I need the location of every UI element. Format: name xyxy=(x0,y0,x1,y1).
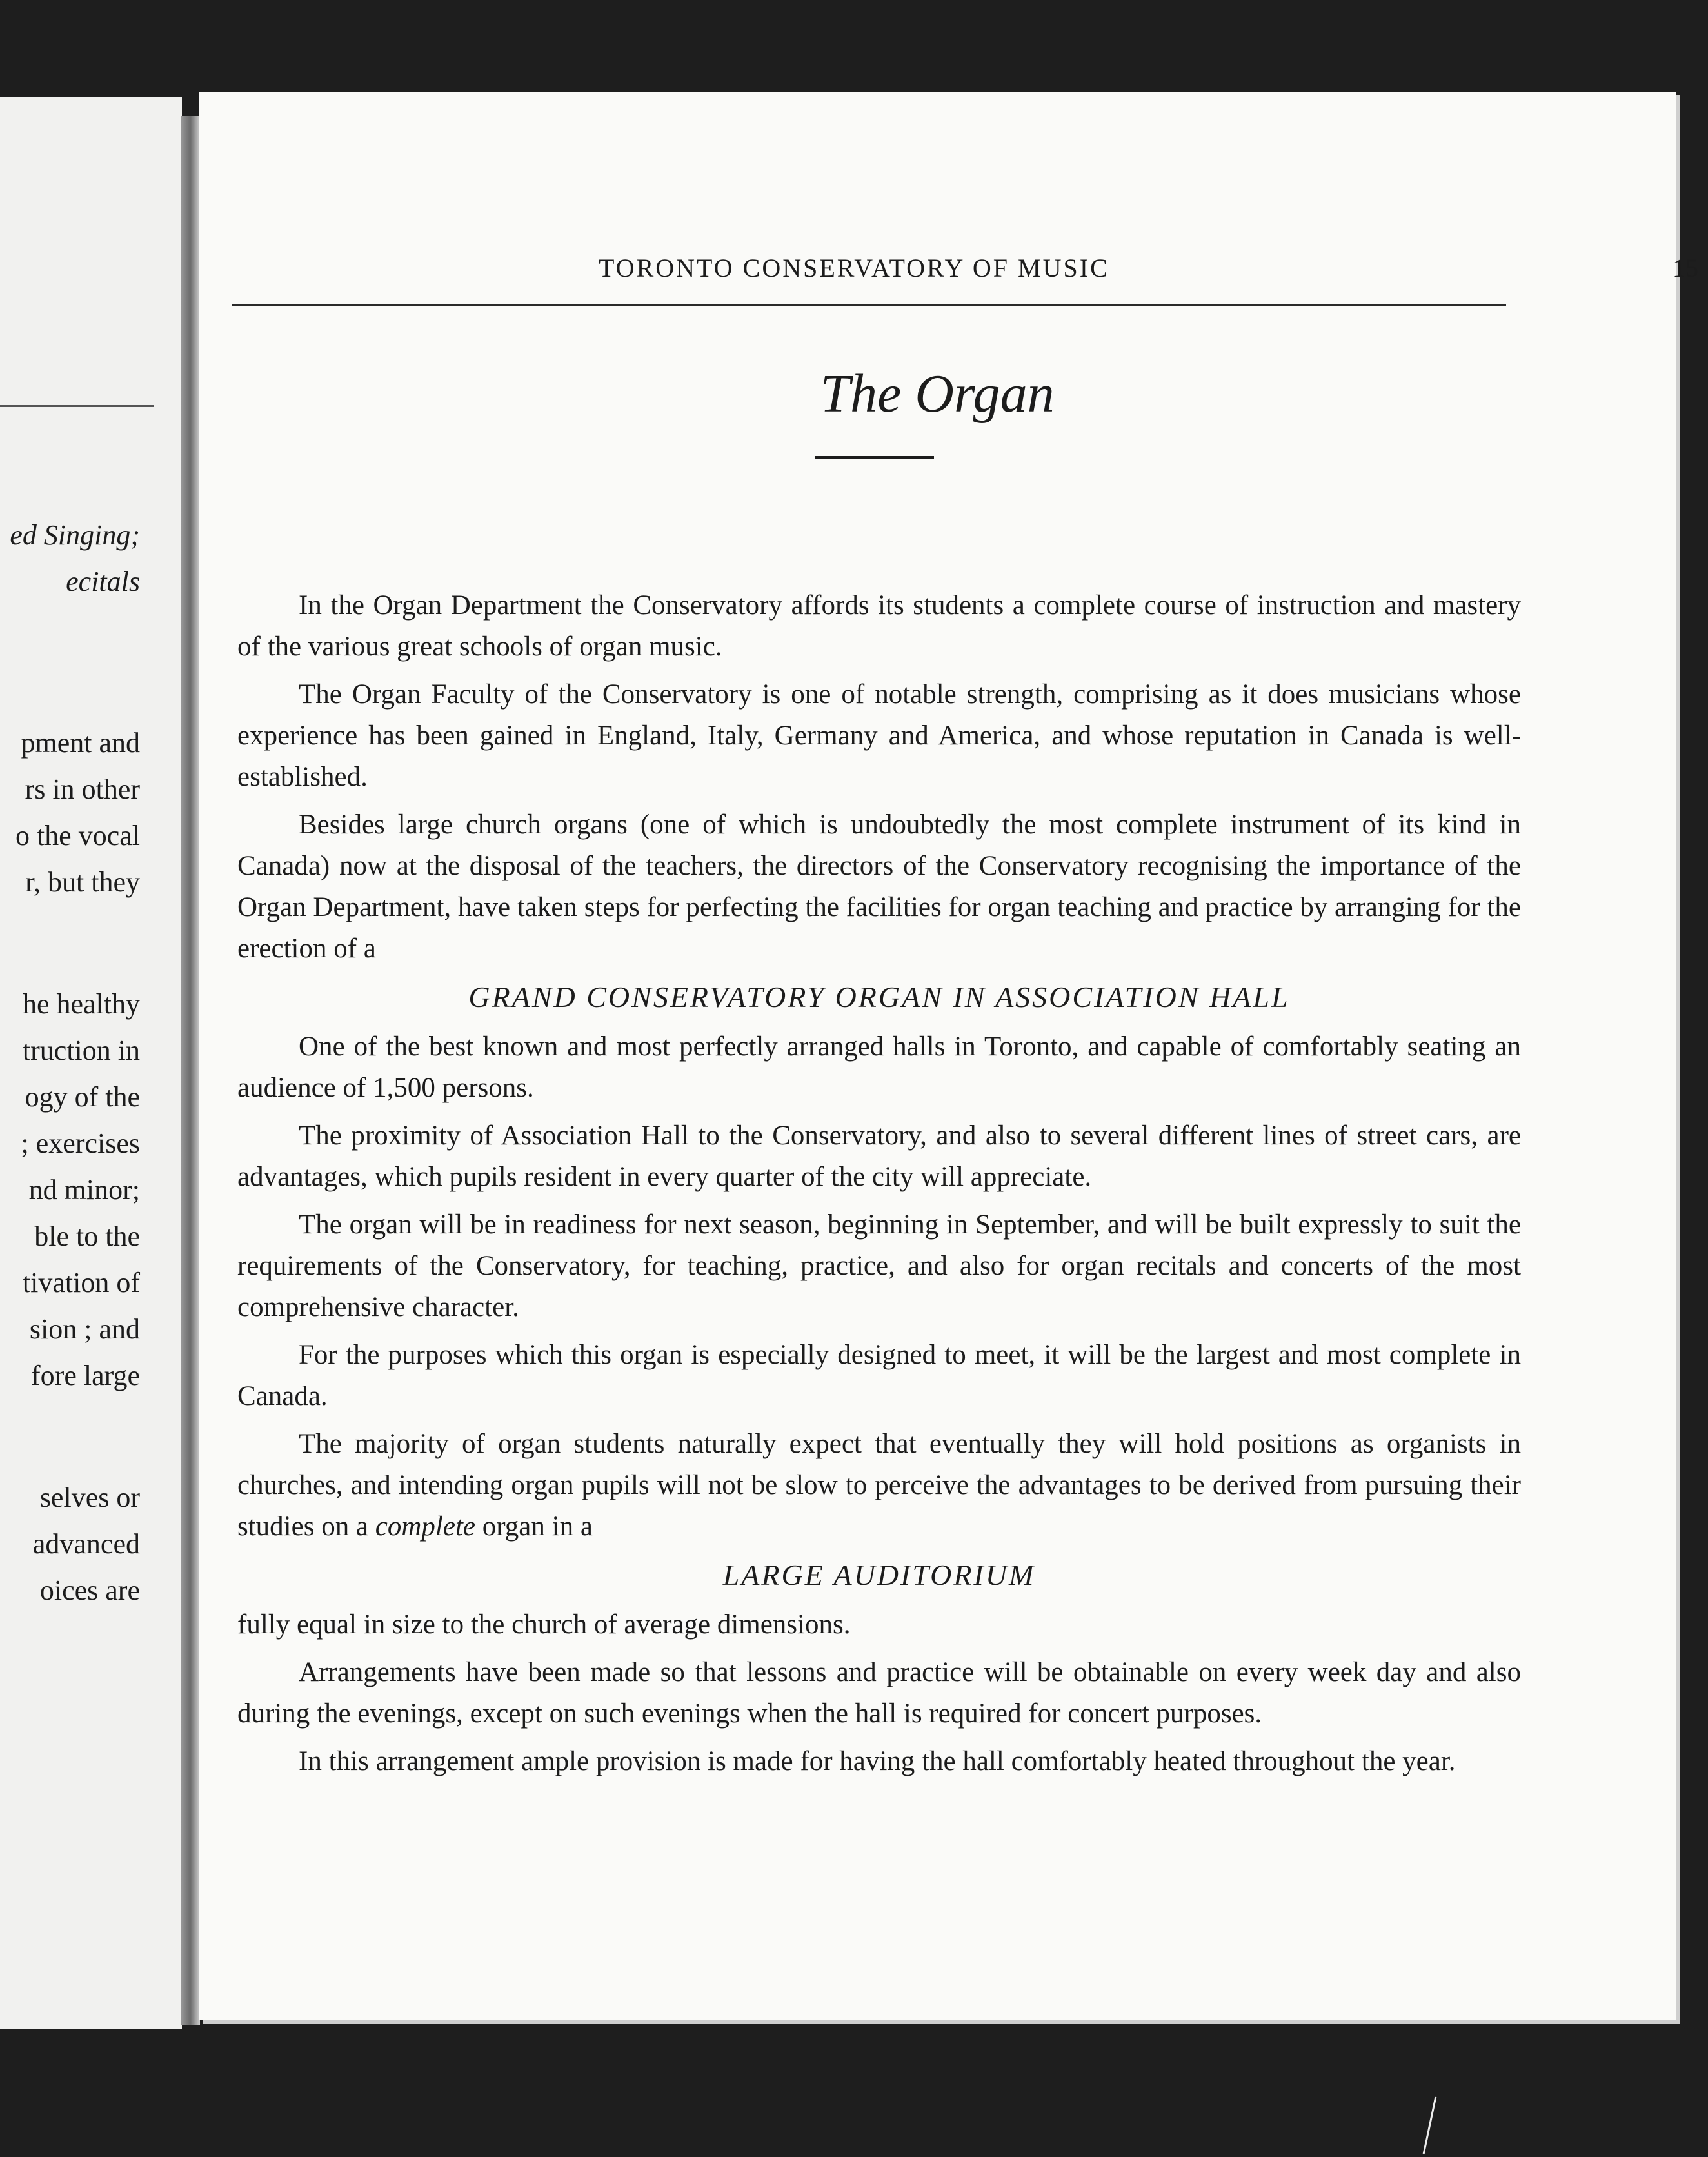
paragraph: Besides large church organs (one of which is undoubtedly the most complete instrument of its kind in Canada) now at the disposal of the teachers, the directors of the Conservatory recognising the importance of the Organ Department, have taken steps for perfecting the facilities for organ teaching and practice by arranging for the erection of a xyxy=(237,810,1521,964)
left-page-fragment: ; exercises xyxy=(21,1128,140,1159)
paragraph-text: The majority of organ students naturally expect that eventually they will hold positions as organists in churches, and intending organ pupils will not be slow to perceive the advantages to be derived from pursuing their studies on a xyxy=(237,1429,1521,1542)
left-page-fragment: fore large xyxy=(31,1360,140,1391)
left-page-fragment: r, but they xyxy=(25,866,140,898)
book-gutter xyxy=(181,116,200,2025)
paragraph: One of the best known and most perfectly arranged halls in Toronto, and capable of comfortably seating an audience of 1,500 persons. xyxy=(237,1031,1521,1103)
left-page-fragment: selves or xyxy=(39,1482,140,1513)
left-page-fragment: he healthy xyxy=(22,988,140,1020)
emphasis: complete xyxy=(375,1511,475,1542)
left-page-fragment: oices are xyxy=(39,1575,140,1606)
header-rule xyxy=(232,304,1506,306)
paragraph-text: organ in a xyxy=(475,1511,593,1542)
left-page-fragment: pment and xyxy=(21,727,140,759)
left-page-fragment: tivation of xyxy=(22,1267,140,1298)
left-page-fragment: ed Singing; xyxy=(10,519,140,551)
page-number: 15 xyxy=(1673,253,1698,283)
section-heading: GRAND CONSERVATORY ORGAN IN ASSOCIATION HALL xyxy=(468,980,1290,1013)
paragraph xyxy=(237,1424,1521,1547)
right-page xyxy=(199,92,1698,2020)
paragraph: The organ will be in readiness for next season, beginning in September, and will be built expressly to suit the requirements of the Conservatory, for teaching, practice, and also for organ recitals and concerts of the most comprehensive character. xyxy=(237,1209,1521,1322)
left-page-fragment: ecitals xyxy=(66,566,140,597)
left-page-fragment: advanced xyxy=(32,1528,140,1560)
left-page-fragment: sion ; and xyxy=(29,1313,140,1345)
left-page-fragment: rs in other xyxy=(25,773,140,805)
left-page-header-rule xyxy=(0,405,154,407)
paragraph: For the purposes which this organ is especially designed to meet, it will be the largest and most complete in Canada. xyxy=(237,1340,1521,1411)
left-page-fragment: ble to the xyxy=(34,1220,140,1252)
article-body xyxy=(237,585,1521,1789)
running-title: TORONTO CONSERVATORY OF MUSIC xyxy=(599,253,1109,283)
paragraph: The Organ Faculty of the Conservatory is one of notable strength, comprising as it does musicians whose experience has been gained in England, Italy, Germany and America, and whose reputation in Canada is well-established. xyxy=(237,679,1521,792)
left-page-fragment: o the vocal xyxy=(15,820,140,851)
left-page xyxy=(0,97,182,2029)
paragraph: Arrangements have been made so that lessons and practice will be obtainable on every week day and also during the evenings, except on such evenings when the hall is required for concert purposes. xyxy=(237,1657,1521,1729)
paragraph: In the Organ Department the Conservatory affords its students a complete course of instruction and mastery of the various great schools of organ music. xyxy=(237,590,1521,662)
left-page-fragment: ogy of the xyxy=(25,1081,140,1113)
left-page-fragment: nd minor; xyxy=(28,1174,140,1206)
page-title: The Organ xyxy=(820,364,1055,424)
title-rule xyxy=(815,456,934,459)
left-page-fragment: truction in xyxy=(22,1035,140,1066)
section-heading: LARGE AUDITORIUM xyxy=(722,1558,1036,1591)
paragraph: fully equal in size to the church of average dimensions. xyxy=(237,1609,851,1640)
paragraph: The proximity of Association Hall to the Conservatory, and also to several different lines of street cars, are advantages, which pupils resident in every quarter of the city will appreciate. xyxy=(237,1120,1521,1192)
paragraph: In this arrangement ample provision is made for having the hall comfortably heated throughout the year. xyxy=(299,1746,1456,1776)
scan-mark xyxy=(1423,2097,1437,2154)
